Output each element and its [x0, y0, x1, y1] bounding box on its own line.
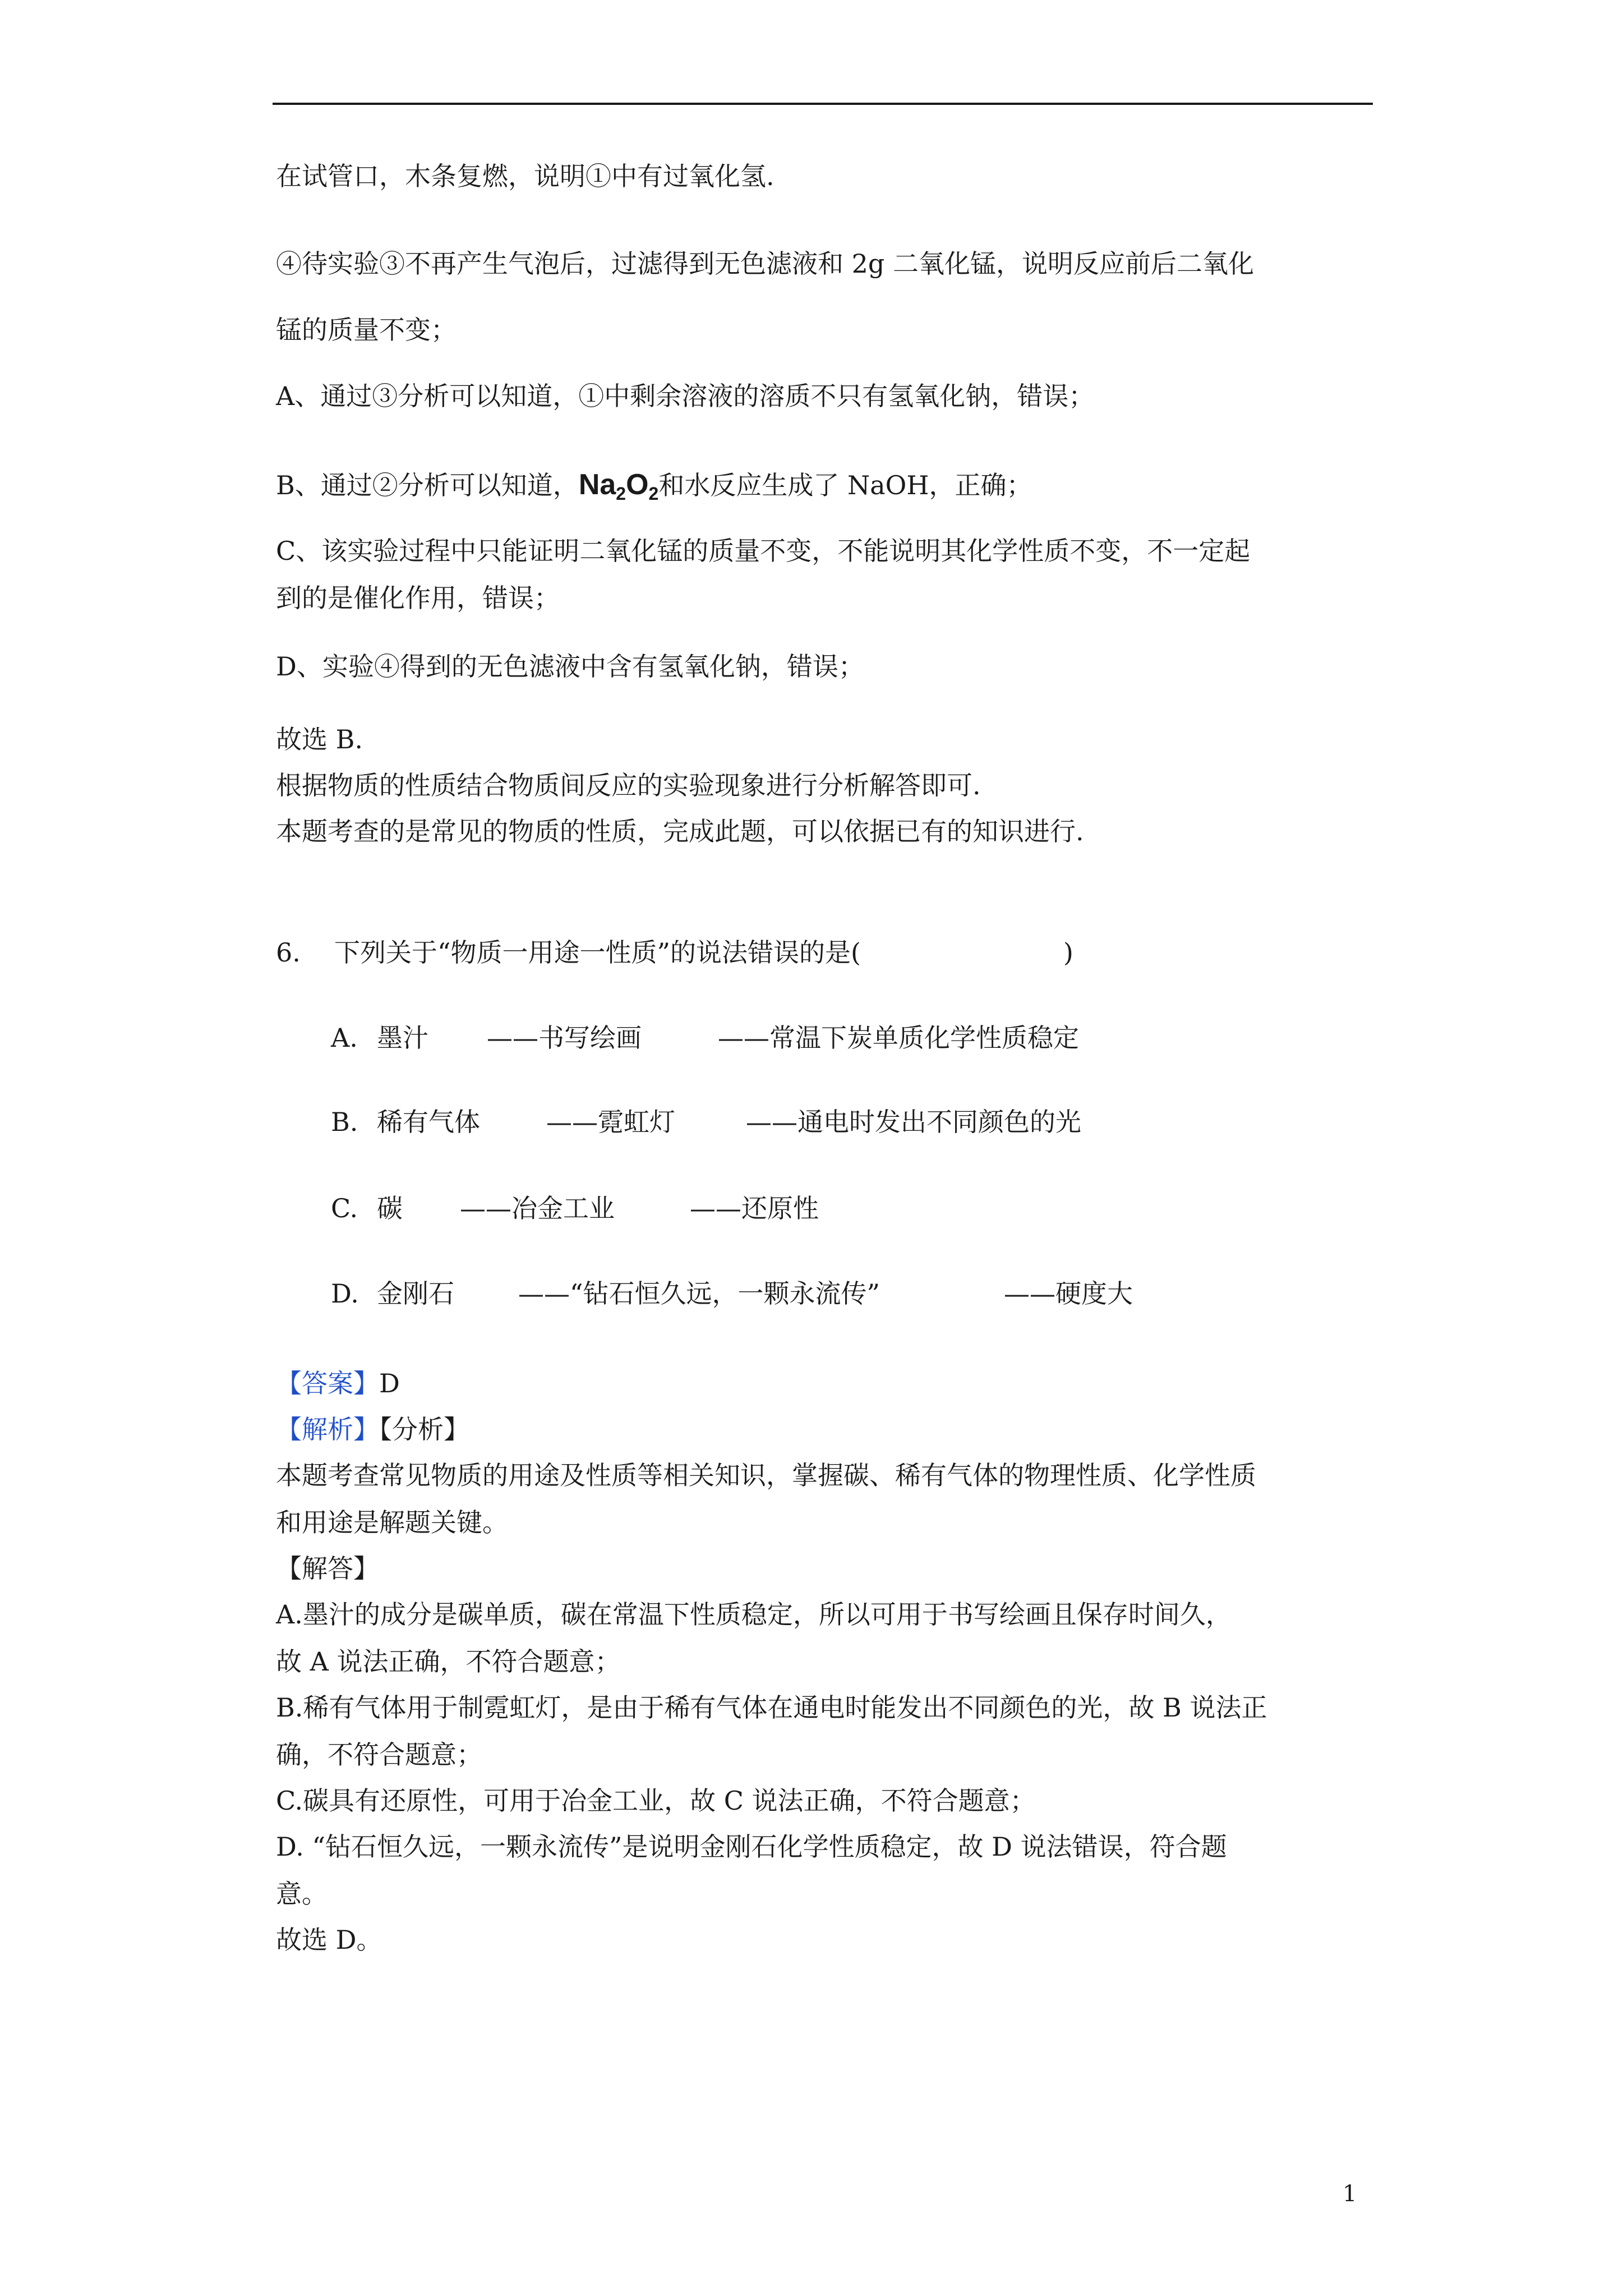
- chemical-formula: $Na_2O_2$: [578, 468, 659, 504]
- solution-a-cont: 故 A 说法正确，不符合题意；: [276, 1646, 621, 1677]
- solution-b-cont: 确，不符合题意；: [276, 1740, 482, 1770]
- solution-c: C.碳具有还原性，可用于冶金工业，故 C 说法正确，不符合题意；: [276, 1786, 1036, 1816]
- analysis-sublabel: 【分析】: [379, 1414, 469, 1444]
- option-c-explanation: C、该实验过程中只能证明二氧化锰的质量不变，不能说明其化学性质不变，不一定起: [276, 536, 1251, 566]
- analysis-label-line: [276, 1412, 469, 1446]
- answer-label: 【答案】: [276, 1368, 379, 1398]
- solution-a: A.墨汁的成分是碳单质，碳在常温下性质稳定，所以可用于书写绘画且保存时间久，: [276, 1599, 1232, 1630]
- text-line: ④待实验③不再产生气泡后，过滤得到无色滤液和 2g 二氧化锰，说明反应前后二氧化: [276, 249, 1254, 279]
- solution-d: D. “钻石恒久远，一颗永流传”是说明金刚石化学性质稳定，故 D 说法错误，符合题: [276, 1832, 1227, 1862]
- method-line: 根据物质的性质结合物质间反应的实验现象进行分析解答即可.: [276, 770, 981, 800]
- question-stem: 下列关于“物质一用途一性质”的说法错误的是(: [334, 937, 861, 968]
- page-number: 1: [1343, 2181, 1357, 2207]
- final-choice: 故选 D。: [276, 1925, 382, 1955]
- summary-line: 本题考查的是常见的物质的性质，完成此题，可以依据已有的知识进行.: [276, 816, 1084, 846]
- question-number: 6.: [276, 937, 301, 968]
- solution-d-cont: 意。: [276, 1879, 328, 1909]
- header-rule: [273, 103, 1373, 105]
- answer-value: D: [379, 1368, 400, 1398]
- option-c-explanation-cont: 到的是催化作用，错误；: [276, 583, 560, 613]
- text-line: 锰的质量不变；: [276, 315, 457, 345]
- text-line: 在试管口，木条复燃，说明①中有过氧化氢.: [276, 161, 774, 191]
- solution-b: B.稀有气体用于制霓虹灯，是由于稀有气体在通电时能发出不同颜色的光，故 B 说法正: [276, 1692, 1267, 1723]
- option-b-explanation: B、通过②分析可以知道，$Na_2O_2$和水反应生成了 NaOH，正确；: [276, 468, 1032, 504]
- analysis-text: 本题考查常见物质的用途及性质等相关知识，掌握碳、稀有气体的物理性质、化学性质: [276, 1460, 1256, 1490]
- analysis-label: 【解析】: [276, 1414, 379, 1444]
- option-a-explanation: A、通过③分析可以知道，①中剩余溶液的溶质不只有氢氧化钠，错误；: [276, 381, 1095, 411]
- choice-line: 故选 B.: [276, 724, 363, 754]
- answer-line: [276, 1366, 400, 1400]
- solution-label: 【解答】: [276, 1553, 379, 1584]
- question-close-paren: ): [1063, 937, 1073, 968]
- option-d-explanation: D、实验④得到的无色滤液中含有氢氧化钠，错误；: [276, 651, 864, 682]
- analysis-text-cont: 和用途是解题关键。: [276, 1507, 508, 1538]
